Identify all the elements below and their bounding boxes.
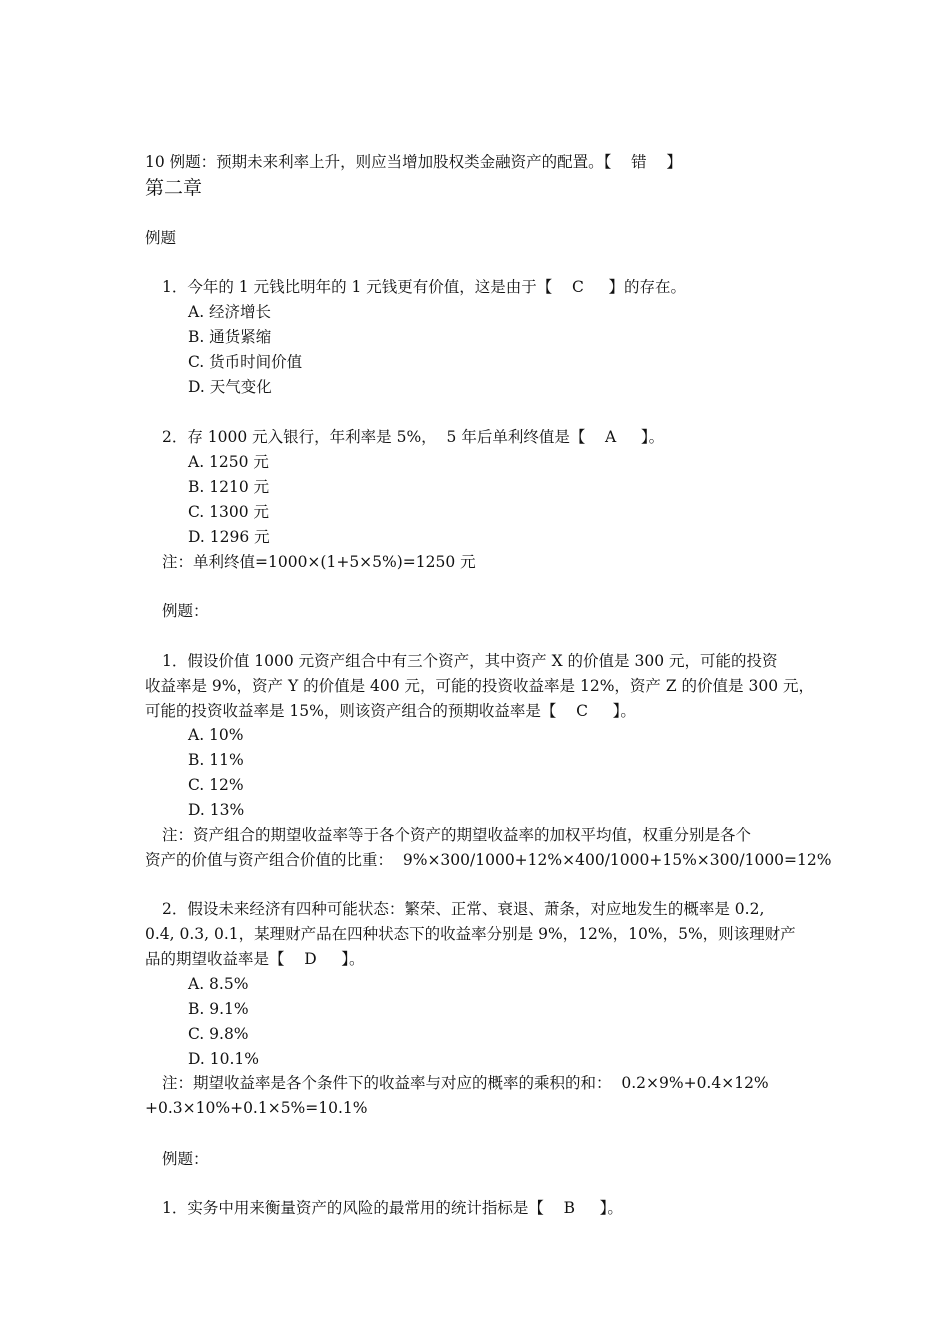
answer-option: C. 9.8% bbox=[188, 1025, 249, 1043]
true-false-question: 10 例题：预期未来利率上升，则应当增加股权类金融资产的配置。【 错 】 bbox=[145, 153, 682, 171]
answer-option: C. 1300 元 bbox=[188, 503, 270, 521]
chapter-heading: 第二章 bbox=[145, 177, 203, 199]
question-stem: 收益率是 9%，资产 Y 的价值是 400 元，可能的投资收益率是 12%，资产 Z 的价值是 300 元， bbox=[145, 677, 814, 695]
question-stem: 1．实务中用来衡量资产的风险的最常用的统计指标是【 B 】。 bbox=[162, 1199, 623, 1217]
answer-option: D. 13% bbox=[188, 801, 245, 819]
answer-option: D. 天气变化 bbox=[188, 378, 272, 396]
answer-note: +0.3×10%+0.1×5%=10.1% bbox=[145, 1099, 368, 1117]
answer-option: C. 12% bbox=[188, 776, 244, 794]
answer-note: 资产的价值与资产组合价值的比重： 9%×300/1000+12%×400/1000+15%×300/1000=12% bbox=[145, 851, 832, 869]
answer-note: 注：资产组合的期望收益率等于各个资产的期望收益率的加权平均值，权重分别是各个 bbox=[162, 826, 752, 844]
answer-option: B. 通货紧缩 bbox=[188, 328, 272, 346]
answer-note: 注：期望收益率是各个条件下的收益率与对应的概率的乘积的和： 0.2×9%+0.4×12% bbox=[162, 1074, 769, 1092]
question-stem: 2．存 1000 元入银行，年利率是 5%， 5 年后单利终值是【 A 】。 bbox=[162, 428, 665, 446]
answer-note: 注：单利终值=1000×(1+5×5%)=1250 元 bbox=[162, 553, 476, 571]
answer-option: D. 1296 元 bbox=[188, 528, 270, 546]
example-label: 例题： bbox=[162, 1150, 209, 1168]
example-label: 例题： bbox=[162, 602, 209, 620]
example-label: 例题 bbox=[145, 229, 177, 247]
answer-option: B. 11% bbox=[188, 751, 244, 769]
question-stem: 可能的投资收益率是 15%，则该资产组合的预期收益率是【 C 】。 bbox=[145, 702, 636, 720]
answer-option: B. 1210 元 bbox=[188, 478, 270, 496]
question-stem: 品的期望收益率是【 D 】。 bbox=[145, 950, 365, 968]
question-stem: 1．今年的 1 元钱比明年的 1 元钱更有价值，这是由于【 C 】的存在。 bbox=[162, 278, 686, 296]
answer-option: B. 9.1% bbox=[188, 1000, 249, 1018]
answer-option: A. 经济增长 bbox=[188, 303, 272, 321]
answer-option: C. 货币时间价值 bbox=[188, 353, 303, 371]
question-stem: 0.4, 0.3, 0.1，某理财产品在四种状态下的收益率分别是 9%，12%，10%，5%，则该理财产 bbox=[145, 925, 796, 943]
question-stem: 1．假设价值 1000 元资产组合中有三个资产，其中资产 X 的价值是 300 元，可能的投资 bbox=[162, 652, 778, 670]
answer-option: A. 10% bbox=[188, 726, 244, 744]
answer-option: D. 10.1% bbox=[188, 1050, 259, 1068]
question-stem: 2．假设未来经济有四种可能状态：繁荣、正常、衰退、萧条，对应地发生的概率是 0.2, bbox=[162, 900, 765, 918]
answer-option: A. 1250 元 bbox=[188, 453, 269, 471]
answer-option: A. 8.5% bbox=[188, 975, 249, 993]
